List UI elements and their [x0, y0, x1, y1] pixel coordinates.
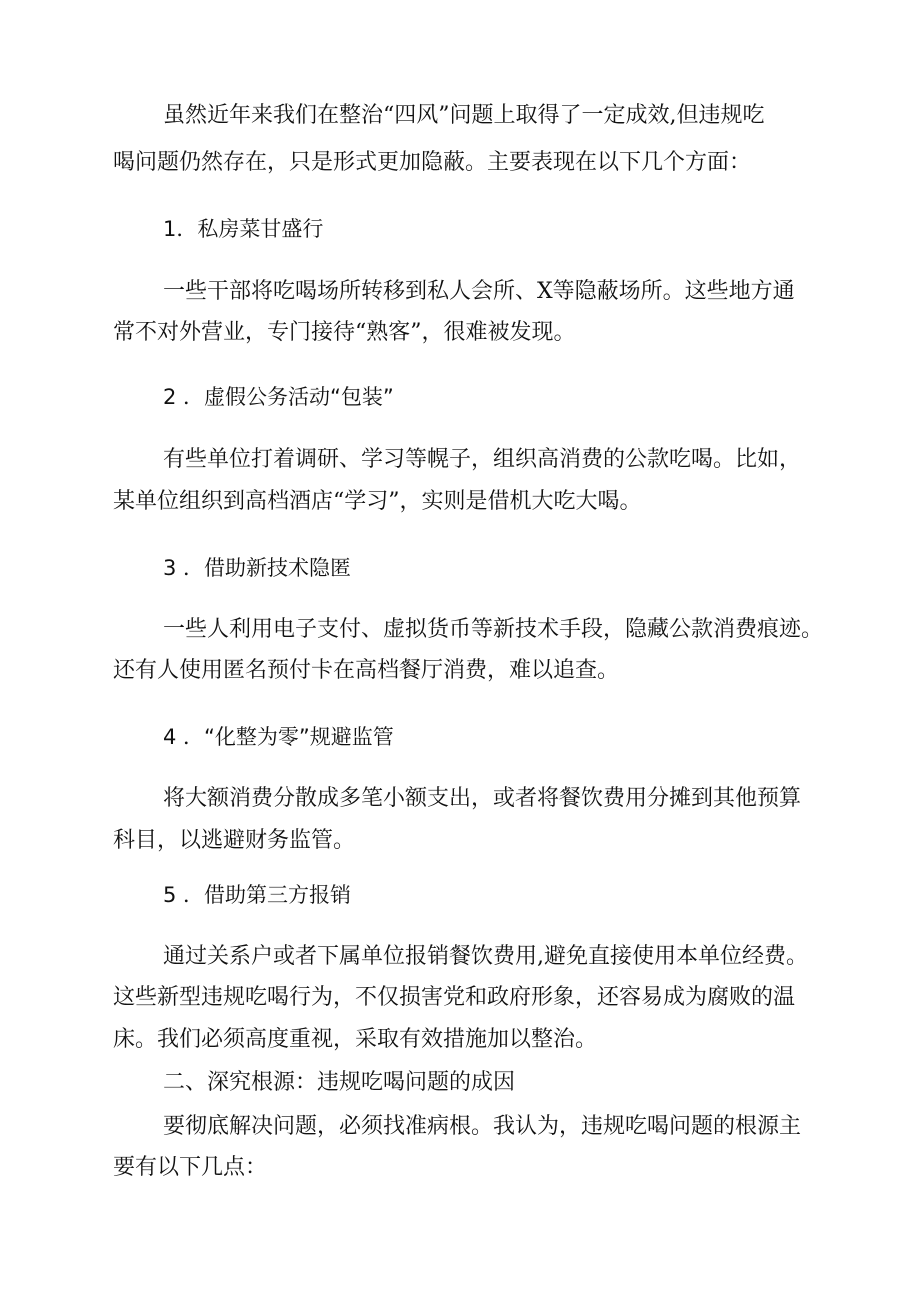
item-2-heading: 2 ．虚假公务活动“包装” — [163, 385, 394, 409]
item-3-line-1: 一些人利用电子支付、虚拟货币等新技术手段，隐藏公款消费痕迹。 — [163, 617, 824, 642]
item-1-line-1: 一些干部将吃喝场所转移到私人会所、X等隐蔽场所。这些地方通 — [163, 279, 795, 304]
item-1-heading: 1．私房菜甘盛行 — [163, 217, 324, 241]
section-2-title: 二、深究根源：违规吃喝问题的成因 — [163, 1070, 516, 1095]
item-3-heading: 3 ．借助新技术隐匿 — [163, 556, 352, 580]
item-5-line-2: 这些新型违规吃喝行为，不仅损害党和政府形象，还容易成为腐败的温 — [113, 985, 796, 1010]
item-5-line-3: 床。我们必须高度重视，采取有效措施加以整治。 — [113, 1027, 598, 1052]
section-2-line-2: 要有以下几点： — [113, 1155, 268, 1180]
item-5-heading: 5 ．借助第三方报销 — [163, 883, 352, 907]
item-4-line-2: 科目，以逃避财务监管。 — [113, 828, 356, 853]
intro-line-2: 喝问题仍然存在，只是形式更加隐蔽。主要表现在以下几个方面： — [113, 150, 752, 175]
item-2-line-2: 某单位组织到高档酒店“学习”，实则是借机大吃大喝。 — [113, 489, 642, 514]
section-2-line-1: 要彻底解决问题，必须找准病根。我认为，违规吃喝问题的根源主 — [163, 1114, 802, 1139]
item-1-line-2: 常不对外营业，专门接待“熟客”，很难被发现。 — [113, 320, 576, 345]
intro-line-1: 虽然近年来我们在整治“四风”问题上取得了一定成效,但违规吃 — [163, 103, 765, 128]
item-4-line-1: 将大额消费分散成多笔小额支出，或者将餐饮费用分摊到其他预算 — [163, 786, 802, 811]
item-5-line-1: 通过关系户或者下属单位报销餐饮费用,避免直接使用本单位经费。 — [163, 944, 808, 969]
item-2-line-1: 有些单位打着调研、学习等幌子，组织高消费的公款吃喝。比如， — [163, 447, 802, 472]
item-3-line-2: 还有人使用匿名预付卡在高档餐厅消费，难以追查。 — [113, 658, 620, 683]
item-4-heading: 4 ．“化整为零”规避监管 — [163, 725, 394, 749]
